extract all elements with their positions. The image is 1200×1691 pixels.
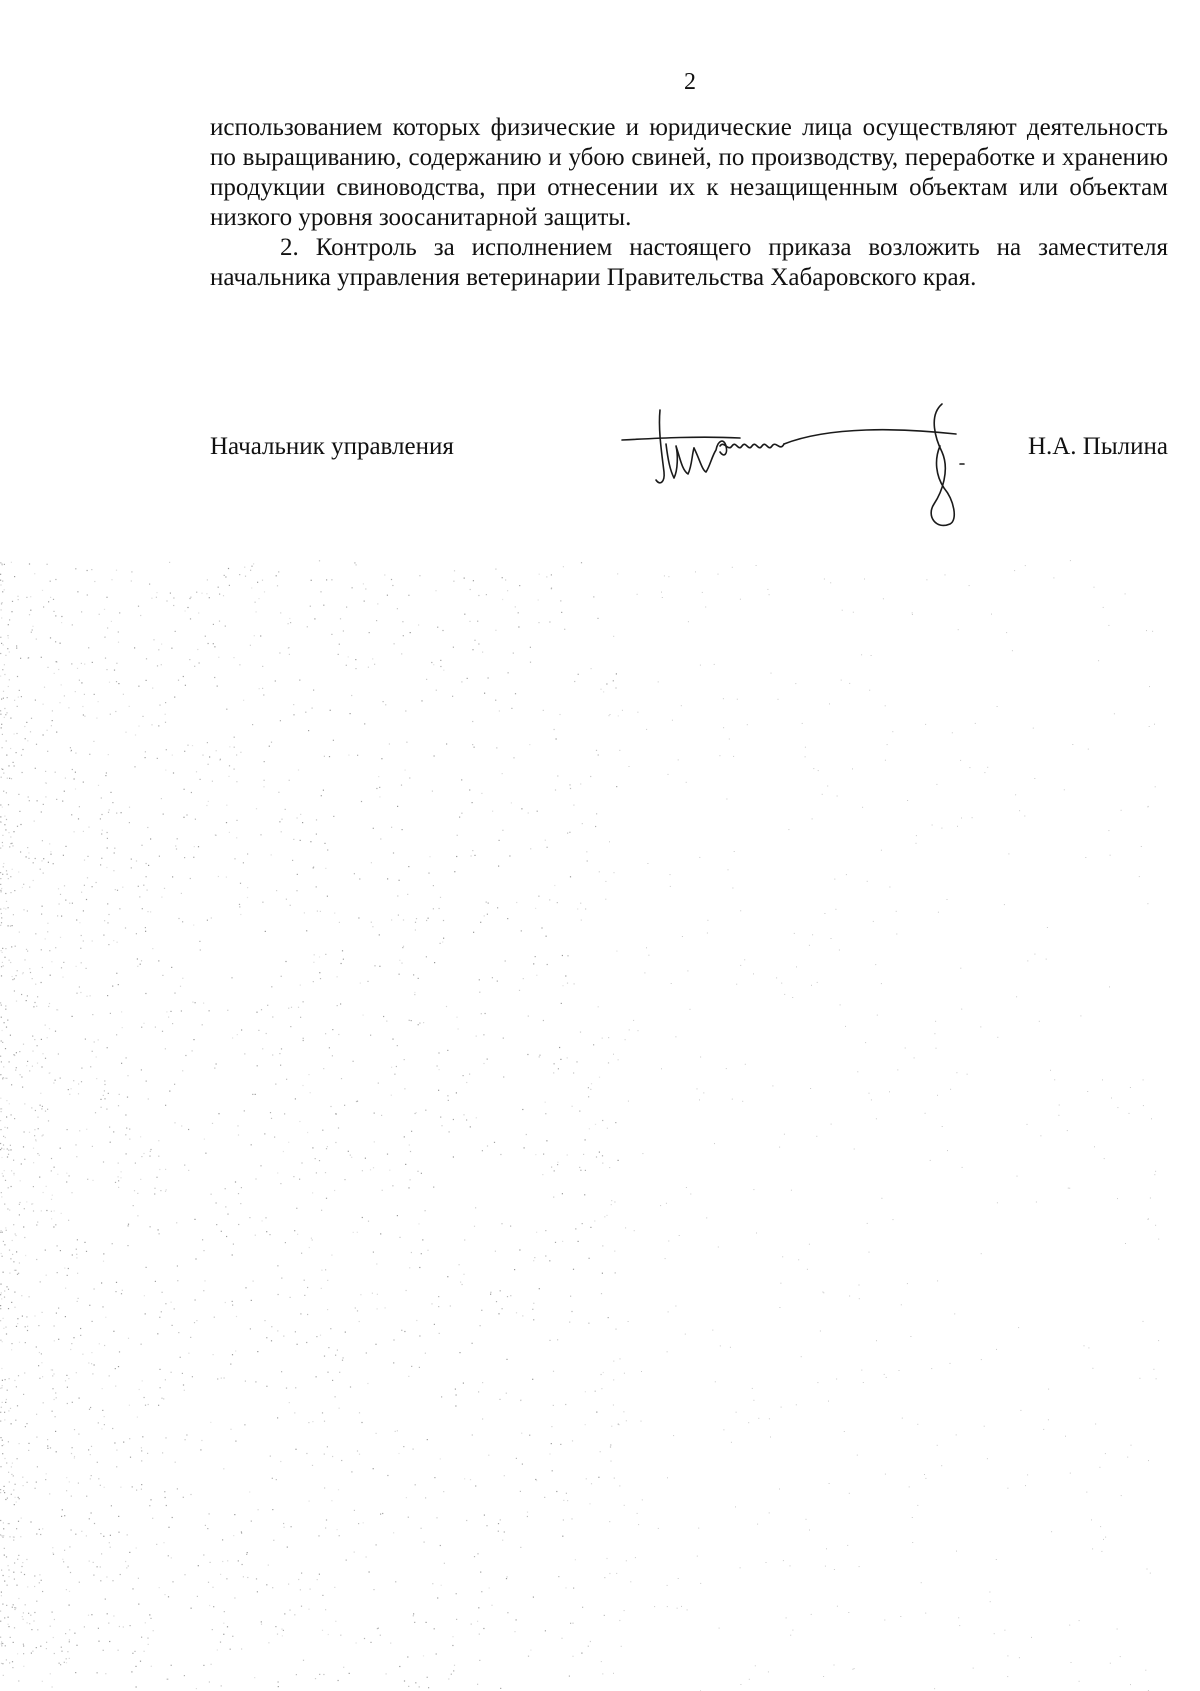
signer-title: Начальник управления — [210, 433, 454, 460]
signer-name: Н.А. Пылина — [1027, 433, 1168, 460]
signature-block — [210, 400, 1168, 540]
handwritten-signature — [620, 400, 1060, 540]
scan-noise — [0, 560, 1200, 1691]
paragraph-control-clause: 2. Контроль за исполнением настоящего приказа возложить на заместителя начальника управления ветеринарии Правительства Хабаровского края. — [210, 234, 1168, 291]
page-number: 2 — [684, 69, 696, 95]
paragraph-continuation: использованием которых физические и юридические лица осуществляют деятельность по выращиванию, содержанию и убою свиней, по производству, переработке и хранению продукции свиноводства, при отнесении их к незащищенным объектам или объектам низкого уровня зоосанитарной защиты. — [210, 114, 1168, 231]
document-body — [210, 113, 1168, 293]
